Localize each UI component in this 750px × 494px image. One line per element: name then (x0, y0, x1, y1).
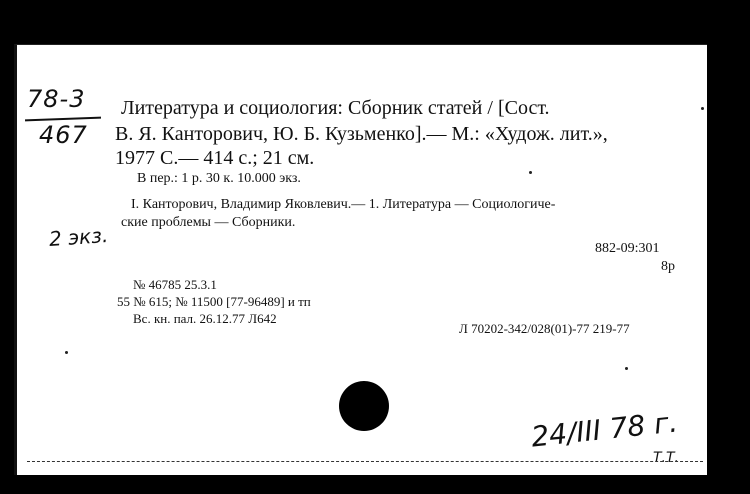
index-code: Л 70202-342/028(01)-77 219-77 (459, 321, 630, 336)
classification-sub: 8р (661, 259, 675, 274)
record-ids: 55 № 615; № 11500 [77-96489] и тп (117, 294, 311, 309)
scan-speck (701, 107, 704, 110)
entry-price: В пер.: 1 р. 30 к. 10.000 экз. (137, 171, 301, 186)
catalog-card (14, 44, 707, 475)
entry-pages-line: 1977 С.— 414 с.; 21 см. (115, 147, 315, 169)
handwritten-date-note: 24/III 78 г. (529, 405, 680, 454)
handwritten-copies-note: 2 экз. (48, 222, 109, 252)
call-number-bottom: 467 (39, 121, 88, 149)
scan-speck (529, 171, 532, 174)
tracings-line-2: ские проблемы — Сборники. (121, 215, 296, 230)
record-number: № 46785 25.3.1 (133, 277, 217, 292)
entry-authors-line: В. Я. Канторович, Ю. Б. Кузьменко].— М.: «Худож. лит.», (115, 123, 608, 145)
scan-speck (65, 351, 68, 354)
card-bottom-rule (27, 461, 703, 462)
punch-hole (339, 381, 389, 431)
entry-title-line: Литература и социология: Сборник статей / [Сост. (121, 97, 550, 119)
call-number-top: 78-3 (27, 85, 86, 113)
record-chamber: Вс. кн. пал. 26.12.77 Л642 (133, 311, 277, 326)
handwritten-initials: Т.Т. (653, 450, 680, 466)
scan-speck (625, 367, 628, 370)
classification-code: 882-09:301 (595, 241, 660, 256)
tracings-line-1: I. Канторович, Владимир Яковлевич.— 1. Литература — Социологиче- (131, 197, 556, 212)
